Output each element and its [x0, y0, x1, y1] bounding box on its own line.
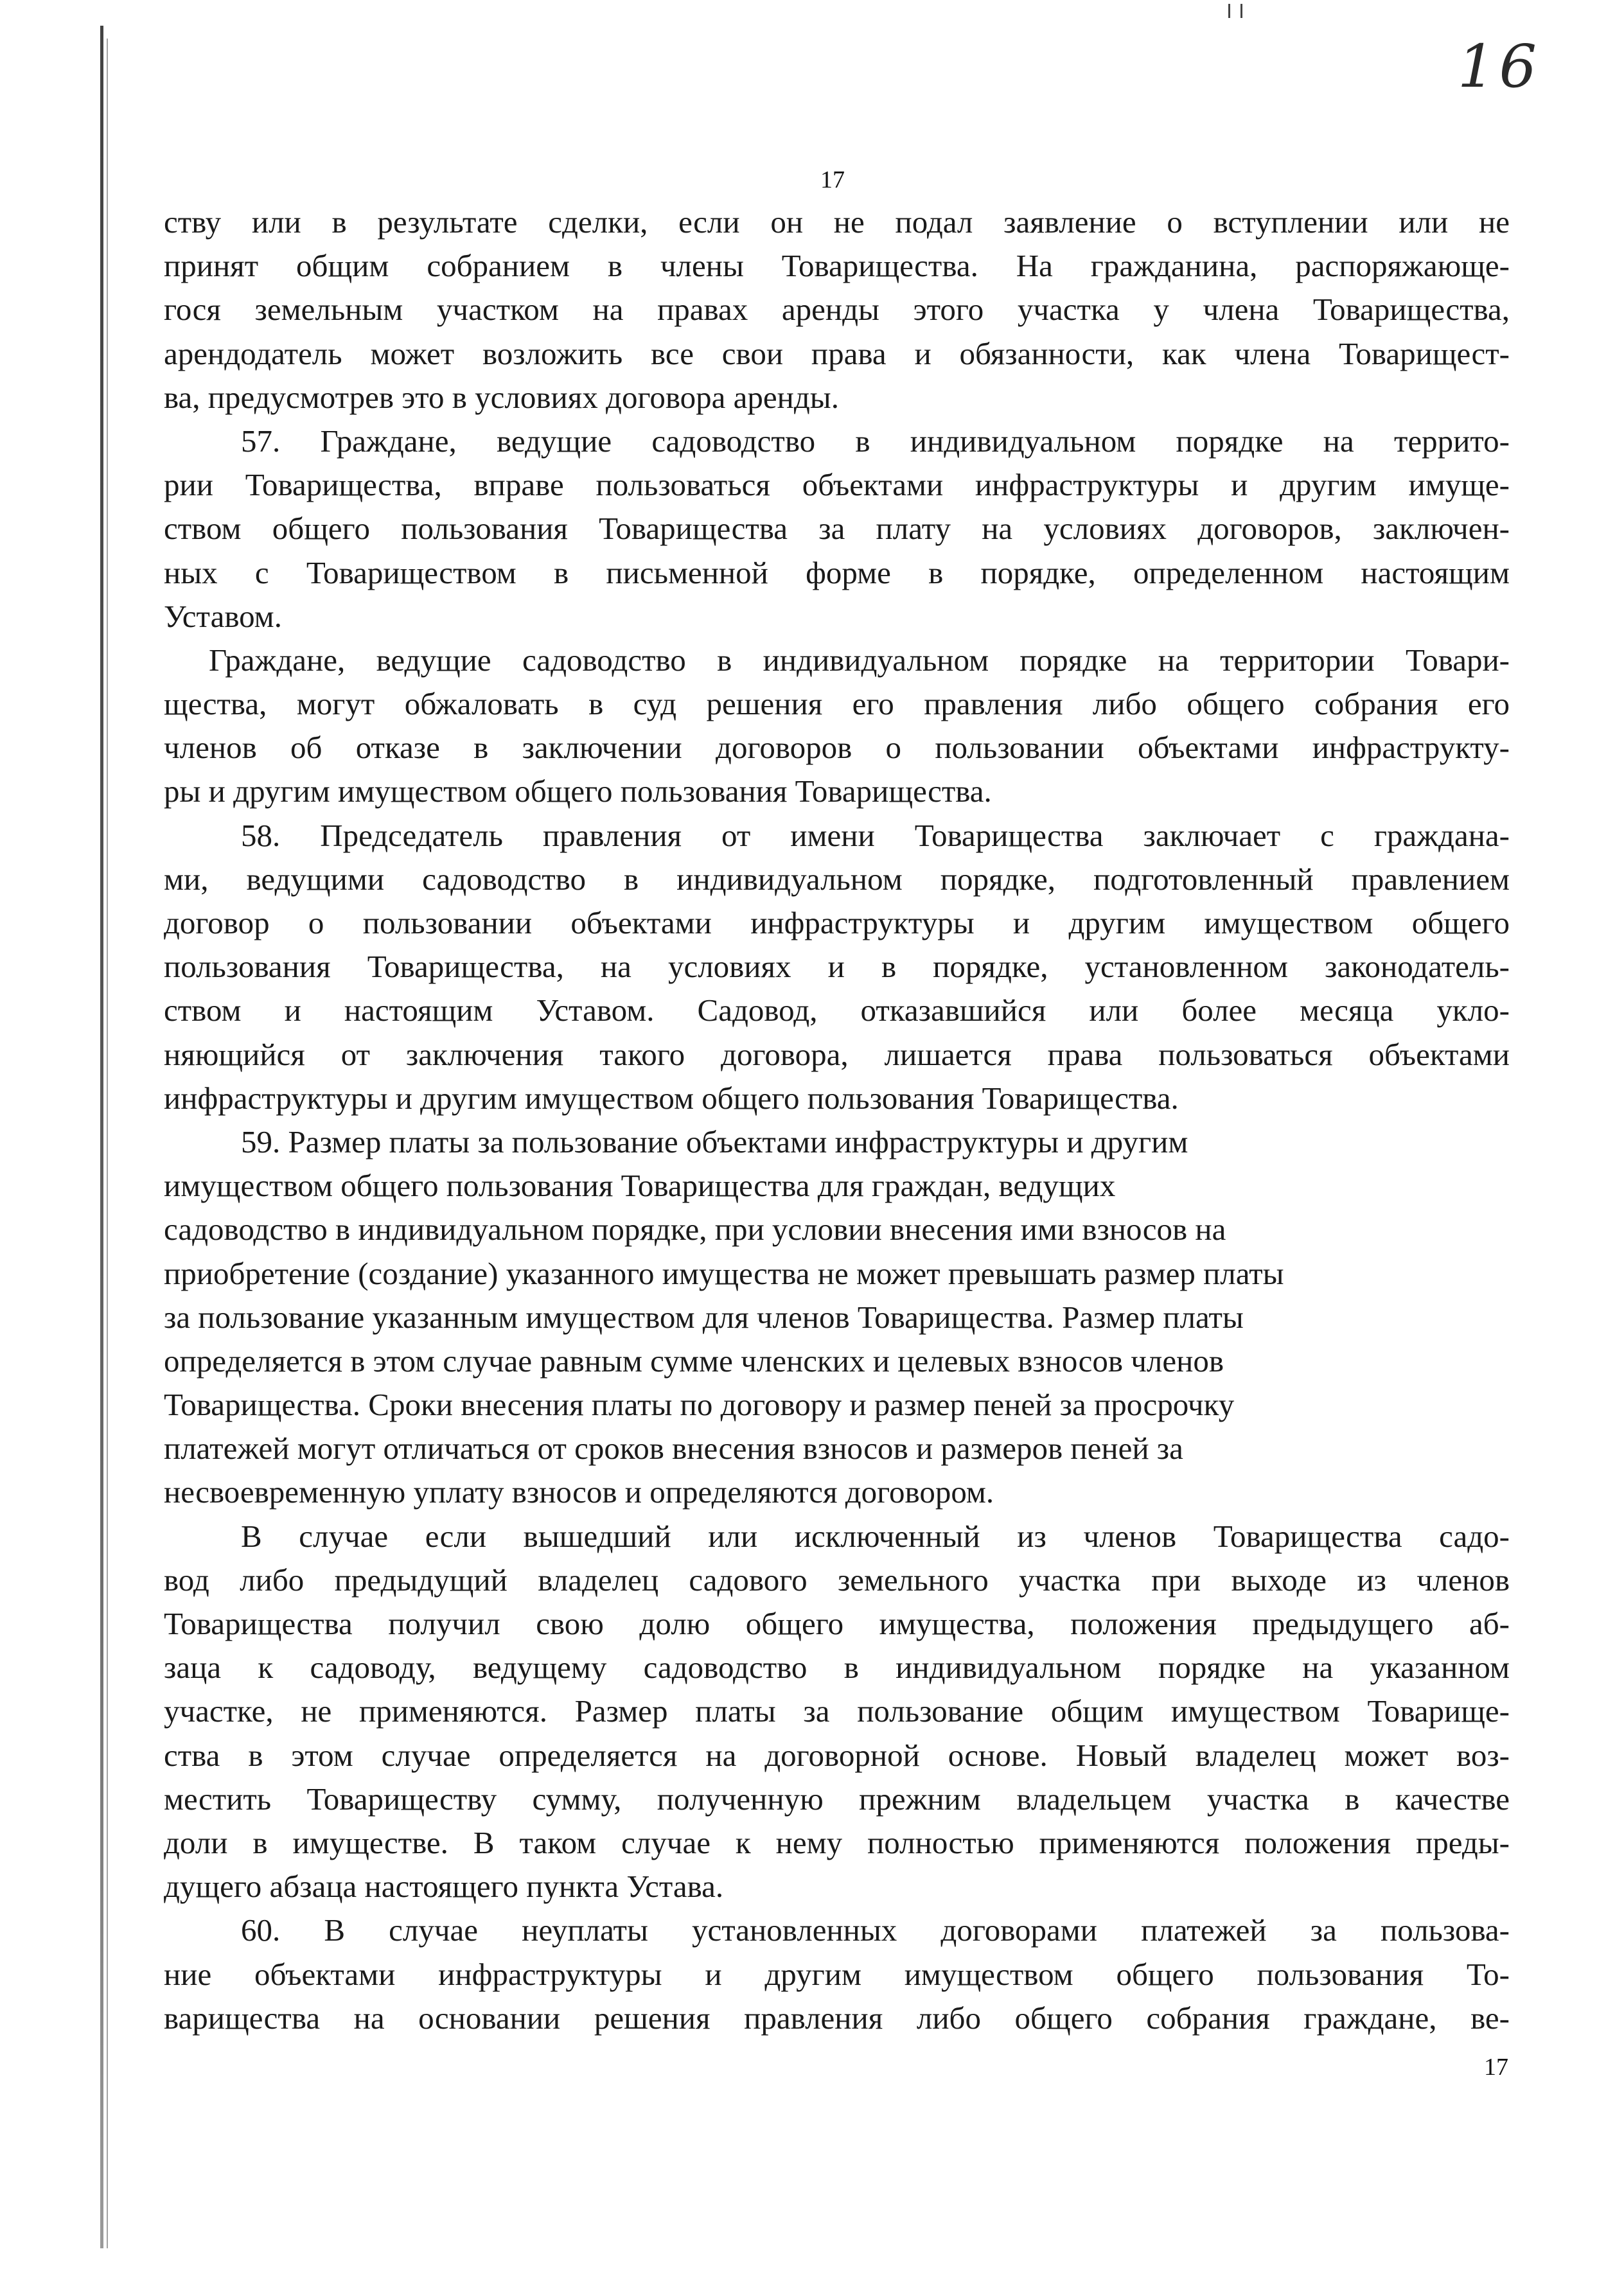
text-line: Товарищества получил свою долю общего имущества, положения предыдущего аб- — [164, 1606, 1510, 1641]
page-number-top: 17 — [820, 166, 845, 193]
text-line: платежей могут отличаться от сроков внесения взносов и размеров пеней за — [164, 1431, 1183, 1467]
text-line: ры и другим имуществом общего пользования Товарищества. — [164, 773, 992, 809]
text-line: приобретение (создание) указанного имущества не может превышать размер платы — [164, 1255, 1284, 1291]
page-number-bottom: 17 — [1484, 2054, 1508, 2081]
text-line: членов об отказе в заключении договоров о пользовании объектами инфраструкту- — [164, 730, 1510, 766]
text-line: ва, предусмотрев это в условиях договора аренды. — [164, 379, 839, 415]
text-line: инфраструктуры и другим имуществом общего пользования Товарищества. — [164, 1080, 1179, 1116]
text-line: ние объектами инфраструктуры и другим имуществом общего пользования То- — [164, 1956, 1510, 1992]
text-line: принят общим собранием в члены Товарищества. На гражданина, распоряжающе- — [164, 248, 1510, 284]
text-line: ству или в результате сделки, если он не подал заявление о вступлении или не — [164, 204, 1510, 240]
text-line: имуществом общего пользования Товарищества для граждан, ведущих — [164, 1168, 1116, 1204]
scan-mark — [1228, 4, 1242, 18]
document-body — [164, 200, 1510, 2040]
text-line: несвоевременную уплату взносов и определяются договором. — [164, 1474, 994, 1510]
text-line: 59. Размер платы за пользование объектами инфраструктуры и другим — [241, 1124, 1188, 1159]
text-line: арендодатель может возложить все свои права и обязанности, как члена Товарищест- — [164, 335, 1510, 371]
binding-edge-line — [100, 26, 103, 2248]
text-line: участке, не применяются. Размер платы за пользование общим имуществом Товарище- — [164, 1693, 1510, 1729]
text-line: Уставом. — [164, 598, 282, 634]
text-line: ных с Товариществом в письменной форме в порядке, определенном настоящим — [164, 554, 1510, 590]
handwritten-page-number: 16 — [1457, 32, 1540, 101]
text-line: 60. В случае неуплаты установленных договорами платежей за пользова- — [241, 1912, 1510, 1948]
text-line: заца к садоводу, ведущему садоводство в индивидуальном порядке на указанном — [164, 1650, 1510, 1686]
text-line: гося земельным участком на правах аренды этого участка у члена Товарищества, — [164, 292, 1510, 328]
text-line: вод либо предыдущий владелец садового земельного участка при выходе из членов — [164, 1562, 1510, 1598]
text-line: доли в имуществе. В таком случае к нему полностью применяются положения преды- — [164, 1824, 1510, 1860]
text-line: ства в этом случае определяется на договорной основе. Новый владелец может воз- — [164, 1737, 1510, 1773]
text-line: местить Товариществу сумму, полученную прежним владельцем участка в качестве — [164, 1781, 1510, 1817]
text-line: за пользование указанным имуществом для членов Товарищества. Размер платы — [164, 1299, 1244, 1335]
text-line: В случае если вышедший или исключенный из членов Товарищества садо- — [241, 1518, 1510, 1554]
text-line: дущего абзаца настоящего пункта Устава. — [164, 1869, 724, 1905]
text-line: 57. Граждане, ведущие садоводство в индивидуальном порядке на террито- — [241, 423, 1510, 459]
text-line: пользования Товарищества, на условиях и в порядке, установленном законодатель- — [164, 949, 1510, 985]
binding-edge-line-secondary — [107, 39, 108, 2248]
text-line: ми, ведущими садоводство в индивидуальном порядке, подготовленный правлением — [164, 861, 1510, 897]
text-line: Товарищества. Сроки внесения платы по договору и размер пеней за просрочку — [164, 1387, 1235, 1423]
text-line: рии Товарищества, вправе пользоваться объектами инфраструктуры и другим имуще- — [164, 467, 1510, 503]
text-line: договор о пользовании объектами инфраструктуры и другим имуществом общего — [164, 905, 1510, 940]
text-line: ством общего пользования Товарищества за плату на условиях договоров, заключен- — [164, 511, 1510, 547]
text-line: определяется в этом случае равным сумме членских и целевых взносов членов — [164, 1343, 1224, 1379]
text-line: Граждане, ведущие садоводство в индивидуальном порядке на территории Товари- — [209, 642, 1510, 678]
text-line: садоводство в индивидуальном порядке, при условии внесения ими взносов на — [164, 1212, 1226, 1247]
text-line: щества, могут обжаловать в суд решения его правления либо общего собрания его — [164, 686, 1510, 722]
text-line: варищества на основании решения правления либо общего собрания граждане, ве- — [164, 2000, 1510, 2036]
text-line: няющийся от заключения такого договора, лишается права пользоваться объектами — [164, 1036, 1510, 1072]
text-line: 58. Председатель правления от имени Товарищества заключает с граждана- — [241, 817, 1510, 853]
text-line: ством и настоящим Уставом. Садовод, отказавшийся или более месяца укло- — [164, 992, 1510, 1028]
